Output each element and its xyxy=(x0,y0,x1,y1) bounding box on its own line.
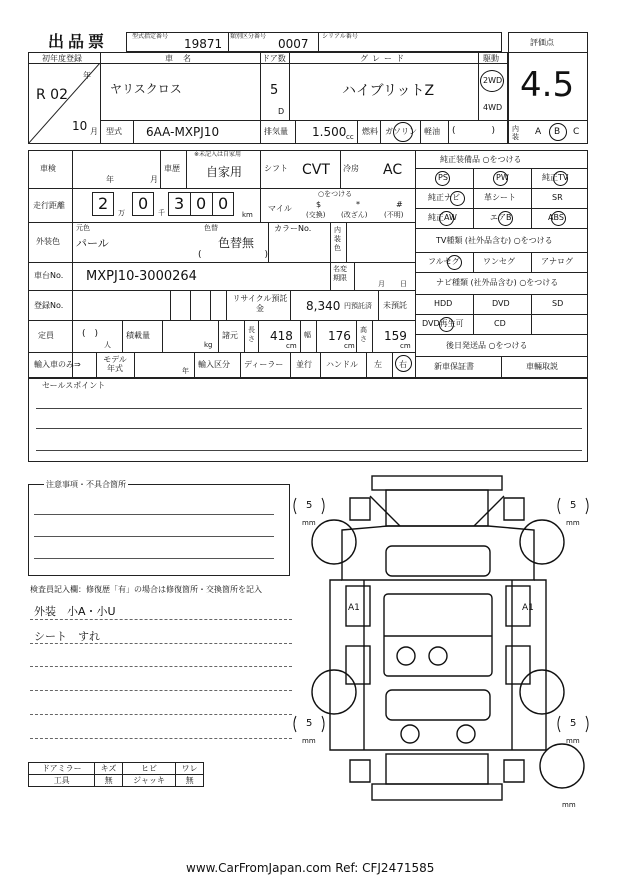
fuel-other-bracket: ( ) xyxy=(452,126,496,136)
first-reg-month: 10 xyxy=(72,119,88,133)
first-reg-year: R 02 xyxy=(36,87,68,103)
grade-value: 4.5 xyxy=(520,65,575,105)
import-label: 輸入車のみ⇒ xyxy=(34,360,81,369)
import-class-label: 輸入区分 xyxy=(198,360,230,369)
damage-a1-left: A1 xyxy=(348,603,360,613)
footer-watermark: www.CarFromJapan.com Ref: CFJ2471585 xyxy=(186,861,435,875)
equip-navi: 純正ナビ xyxy=(428,193,460,202)
interior-label: 内装 xyxy=(512,125,519,141)
equipment-title: 純正装備品 ○をつける xyxy=(440,155,522,164)
ac-value: AC xyxy=(383,162,403,178)
original-color: パール xyxy=(76,237,109,250)
car-damage-diagram xyxy=(290,470,590,810)
length-value: 418 xyxy=(270,329,293,343)
damage-tool-label: 工具 xyxy=(29,775,95,787)
altered-label: * xyxy=(356,200,360,209)
grade-label: 評価点 xyxy=(530,38,554,47)
shaken-month: 月 xyxy=(150,175,158,184)
original-color-label: 元色 xyxy=(76,224,90,232)
left-label: 左 xyxy=(374,360,382,369)
first-reg-year-unit: 年 xyxy=(83,71,91,80)
first-reg-label: 初年度登録 xyxy=(42,54,82,63)
altered-sub: (改ざん) xyxy=(341,211,368,219)
type-designation-label: 型式指定番号 xyxy=(132,33,169,40)
width-value: 176 xyxy=(328,329,351,343)
first-reg-month-unit: 月 xyxy=(90,127,98,136)
height-label: 高さ xyxy=(360,326,367,343)
cc-unit: cc xyxy=(346,133,354,141)
damage-jack-label: ジャッキ xyxy=(122,775,175,787)
capacity-label: 定員 xyxy=(38,331,54,340)
capacity-unit: 人 xyxy=(104,341,111,349)
ac-label: 冷房 xyxy=(343,164,359,173)
equip-abs-circle xyxy=(551,211,566,226)
serial-label: シリアル番号 xyxy=(322,33,358,40)
equip-pw: PW xyxy=(496,173,509,182)
mileage-note: ○をつける xyxy=(318,190,353,198)
note-line-2: シート すれ xyxy=(34,630,100,643)
damage-jack-value: 無 xyxy=(176,775,204,787)
tv-fullseg-circle xyxy=(447,255,462,270)
recycle-value: 8,340 xyxy=(306,299,341,313)
origin-label: 諸元 xyxy=(222,331,238,340)
tire-rl-value: 5 xyxy=(306,718,313,729)
navi-sd: SD xyxy=(552,299,564,308)
load-unit: kg xyxy=(204,341,213,349)
name-change-label: 名変期限 xyxy=(333,265,347,282)
width-unit: cm xyxy=(344,342,355,350)
drive-label: 駆動 xyxy=(483,54,499,63)
notes-box xyxy=(28,484,290,576)
model-year-label: モデル年式 xyxy=(103,355,127,373)
damage-header-scratch: キズ xyxy=(95,763,122,775)
color-change-bracket: ( ) xyxy=(198,250,269,260)
tv-fullseg: フルセグ xyxy=(428,257,460,266)
load-label: 積載量 xyxy=(126,331,150,340)
unknown-sub: (不明) xyxy=(384,211,404,219)
equip-pw-circle xyxy=(493,171,508,186)
shift-value: CVT xyxy=(302,162,330,178)
sen-unit: 千 xyxy=(158,209,165,217)
height-unit: cm xyxy=(400,342,411,350)
color-code-label: 色替 xyxy=(204,224,218,232)
car-name-label: 車名 xyxy=(165,54,201,63)
height-value: 159 xyxy=(384,329,407,343)
color-no-label: カラーNo. xyxy=(274,224,312,233)
damage-tool-value: 無 xyxy=(95,775,122,787)
equip-aw-circle xyxy=(439,211,454,226)
tire-fr-value: 5 xyxy=(570,500,577,511)
damage-header-mirror: ドアミラー xyxy=(29,763,95,775)
km-unit: km xyxy=(242,211,253,219)
handle-label: ハンドル xyxy=(326,360,358,369)
tire-rl-unit: mm xyxy=(302,737,316,745)
width-label: 幅 xyxy=(304,331,311,339)
color-label: 外装色 xyxy=(36,237,60,246)
mileage-digit-4: 0 xyxy=(196,194,207,213)
history-value: 自家用 xyxy=(206,165,243,179)
mileage-digit-5: 0 xyxy=(218,194,229,213)
navi-hdd: HDD xyxy=(434,299,453,308)
navi-dvd: DVD xyxy=(492,299,510,308)
equip-tv-circle xyxy=(553,171,568,186)
later-title: 後日発送品 ○をつける xyxy=(446,341,528,350)
doors-suffix: D xyxy=(278,107,285,116)
exchange-label: $ xyxy=(316,200,322,209)
equip-aw: 純正AW xyxy=(428,213,457,222)
damage-header-crack: ヒビ xyxy=(122,763,175,775)
grade-col-label: グレード xyxy=(360,54,408,63)
car-name: ヤリスクロス xyxy=(110,82,182,96)
chassis-label: 車台No. xyxy=(34,271,64,280)
recycle-label: リサイクル預託金 xyxy=(232,294,288,313)
later-manual: 車輛取説 xyxy=(526,362,558,371)
sheet-title: 出品票 xyxy=(48,32,109,51)
doors-label: ドア数 xyxy=(262,54,286,63)
equip-ps: PS xyxy=(438,173,448,182)
tire-fl-unit: mm xyxy=(302,519,316,527)
category-label: 類別区分番号 xyxy=(230,33,267,40)
tv-oneseg: ワンセグ xyxy=(483,257,515,266)
tire-fl-value: 5 xyxy=(306,500,313,511)
fuel-gas-circle xyxy=(393,122,413,142)
history-note: ※未記入は自家用 xyxy=(194,151,242,158)
right-circle xyxy=(395,355,412,372)
recycle-none: 未預託 xyxy=(383,301,407,310)
name-change-day: 日 xyxy=(400,280,407,288)
inspector-label: 検査員記入欄：修復歴「有」の場合は修復箇所・交換箇所を記入 xyxy=(30,585,262,594)
equip-airbag: エアB xyxy=(490,213,512,222)
header-box xyxy=(126,32,502,52)
equip-tv: 純正TV xyxy=(542,173,569,182)
man-unit: 万 xyxy=(118,209,125,217)
sales-point-label: セールスポイント xyxy=(42,381,106,390)
capacity-bracket: ( ) xyxy=(82,329,99,339)
mileage-digit-2: 0 xyxy=(138,194,149,213)
model-label: 型式 xyxy=(106,127,122,136)
parallel-label: 並行 xyxy=(296,360,312,369)
right-label: 右 xyxy=(399,360,407,369)
mileage-label: 走行距離 xyxy=(33,201,65,210)
model-year-unit: 年 xyxy=(182,367,189,375)
equip-abs: ABS xyxy=(548,213,564,222)
equip-airbag-circle xyxy=(498,211,513,226)
navi-cd: CD xyxy=(494,319,506,328)
fuel-gas: ガソリン xyxy=(385,127,417,136)
drive-4wd: 4WD xyxy=(483,103,503,112)
shaken-year: 年 xyxy=(106,175,114,184)
category-value: 0007 xyxy=(278,37,309,51)
length-label: 長さ xyxy=(248,326,255,343)
fuel-label: 燃料 xyxy=(362,127,378,136)
note-line-1: 外装 小A・小U xyxy=(34,605,116,618)
recycle-unit: 円預託済 xyxy=(344,302,372,310)
navi-title: ナビ種類 (社外品含む) ○をつける xyxy=(436,278,559,287)
navi-dvd-play: DVD再生可 xyxy=(422,319,464,328)
shift-label: シフト xyxy=(264,164,288,173)
interior-color-label: 内装色 xyxy=(334,226,341,252)
mile-label: マイル xyxy=(268,204,292,213)
equip-navi-circle xyxy=(450,191,465,206)
mileage-digit-3: 3 xyxy=(174,194,185,213)
shaken-label: 車検 xyxy=(40,164,56,173)
length-unit: cm xyxy=(286,342,297,350)
drive-2wd-circle xyxy=(480,70,504,92)
tire-rr-value: 5 xyxy=(570,718,577,729)
damage-table xyxy=(28,762,204,787)
interior-a: A xyxy=(535,127,542,137)
equip-ps-circle xyxy=(435,171,450,186)
equip-sr: SR xyxy=(552,193,563,202)
name-change-month: 月 xyxy=(378,280,385,288)
chassis-no: MXPJ10-3000264 xyxy=(86,269,197,284)
interior-b-circle xyxy=(549,123,567,141)
equip-leather: 革シート xyxy=(484,193,516,202)
color-change: 色替無 xyxy=(218,236,255,250)
reg-no-label: 登録No. xyxy=(34,301,64,310)
drive-2wd: 2WD xyxy=(483,76,503,85)
tv-title: TV種類 (社外品含む) ○をつける xyxy=(436,236,553,245)
displacement-label: 排気量 xyxy=(264,127,288,136)
doors-value: 5 xyxy=(270,83,279,98)
type-designation-value: 19871 xyxy=(184,37,223,51)
interior-c: C xyxy=(573,127,580,137)
history-label: 車歴 xyxy=(164,164,180,173)
exchange-sub: (交換) xyxy=(306,211,326,219)
damage-a1-right: A1 xyxy=(522,603,534,613)
spare-unit: mm xyxy=(562,801,576,809)
tv-analog: アナログ xyxy=(541,257,573,266)
interior-b: B xyxy=(554,127,561,137)
navi-dvd-play-circle xyxy=(439,317,454,332)
mileage-digit-1: 2 xyxy=(98,194,109,213)
later-warranty: 新車保証書 xyxy=(434,362,474,371)
fuel-diesel: 軽油 xyxy=(424,127,440,136)
unknown-label: # xyxy=(396,200,403,209)
model-value: 6AA-MXPJ10 xyxy=(146,125,220,139)
dealer-label: ディーラー xyxy=(244,360,284,369)
displacement-value: 1.500 xyxy=(312,125,347,139)
damage-header-break: ワレ xyxy=(176,763,204,775)
tire-fr-unit: mm xyxy=(566,519,580,527)
tire-rr-unit: mm xyxy=(566,737,580,745)
notes-label: 注意事項・不具合箇所 xyxy=(46,480,126,489)
grade-text: ハイブリットZ xyxy=(342,83,435,99)
